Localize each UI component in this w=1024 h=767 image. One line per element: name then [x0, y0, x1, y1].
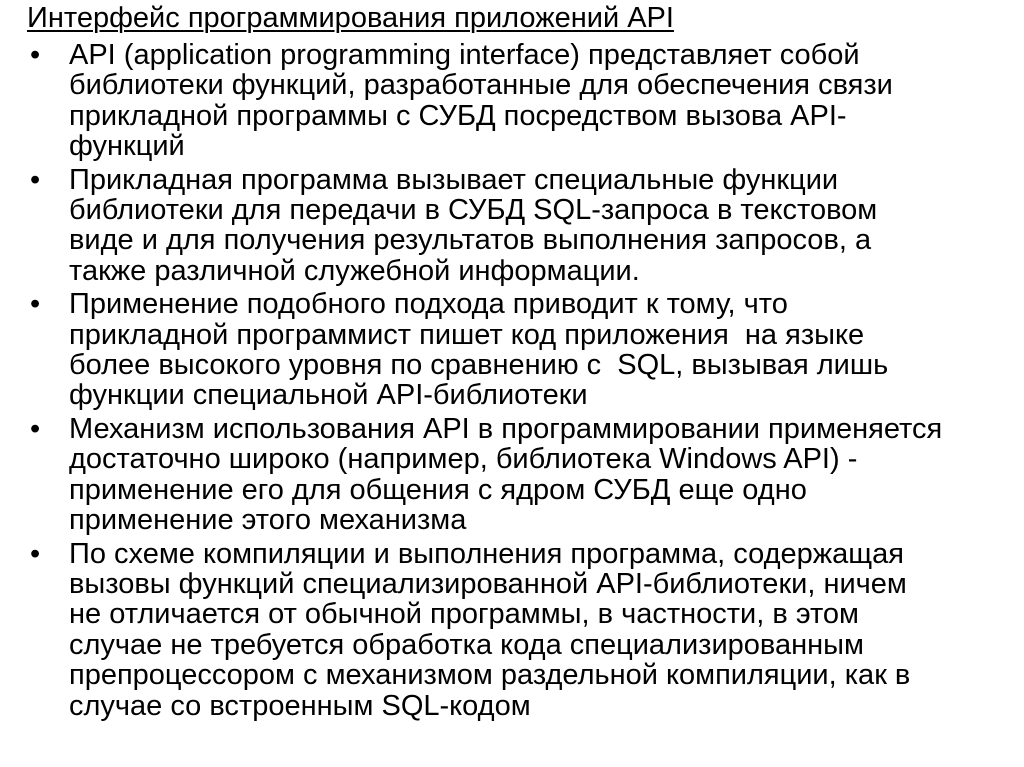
- bullet-item: [30, 40, 1020, 162]
- bullet-line: достаточно широко (например, библиотека Windows API) -: [69, 443, 858, 476]
- bullet-line: не отличается от обычной программы, в частности, в этом: [69, 598, 859, 631]
- bullet-line: виде и для получения результатов выполнения запросов, а: [69, 224, 872, 257]
- bullet-line: прикладной программы с СУБД посредством вызова API-: [69, 99, 847, 132]
- bullet-list: [30, 40, 1020, 724]
- bullet-line: применение этого механизма: [69, 504, 467, 537]
- bullet-line: API (application programming interface) представляет собой: [69, 39, 860, 71]
- bullet-line: препроцессором с механизмом раздельной компиляции, как в: [69, 659, 911, 692]
- bullet-line: вызовы функций специализированной API-библиотеки, ничем: [69, 567, 907, 600]
- bullet-line: По схеме компиляции и выполнения программа, содержащая: [69, 537, 904, 570]
- bullet-line: Прикладная программа вызывает специальные функции: [69, 163, 839, 196]
- bullet-text: [69, 539, 1020, 721]
- bullet-line: также различной служебной информации.: [69, 254, 640, 287]
- bullet-item: [30, 539, 1020, 721]
- bullet-item: [30, 165, 1020, 287]
- bullet-text: [69, 414, 1020, 536]
- bullet-line: случае со встроенным SQL-кодом: [69, 689, 531, 722]
- bullet-line: функций: [69, 130, 185, 163]
- bullet-marker: •: [30, 288, 41, 321]
- bullet-line: Механизм использования API в программировании применяется: [69, 412, 943, 445]
- bullet-text: [69, 289, 1020, 411]
- bullet-line: применение его для общения с ядром СУБД еще одно: [69, 473, 807, 506]
- bullet-line: функции специальной API-библиотеки: [69, 379, 588, 412]
- bullet-marker: •: [30, 163, 41, 196]
- bullet-item: [30, 414, 1020, 536]
- bullet-line: библиотеки для передачи в СУБД SQL-запроса в текстовом: [69, 194, 878, 227]
- bullet-marker: •: [30, 39, 41, 71]
- bullet-line: случае не требуется обработка кода специализированным: [69, 628, 864, 661]
- bullet-text: [69, 40, 1020, 162]
- slide-title: Интерфейс программирования приложений API: [27, 2, 674, 34]
- bullet-line: прикладной программист пишет код приложения на языке: [69, 318, 865, 351]
- bullet-marker: •: [30, 537, 41, 570]
- bullet-item: [30, 289, 1020, 411]
- bullet-line: библиотеки функций, разработанные для обеспечения связи: [69, 69, 893, 102]
- bullet-line: Применение подобного подхода приводит к тому, что: [69, 288, 788, 321]
- bullet-text: [69, 165, 1020, 287]
- bullet-line: более высокого уровня по сравнению с SQL, вызывая лишь: [69, 349, 889, 382]
- bullet-marker: •: [30, 412, 41, 445]
